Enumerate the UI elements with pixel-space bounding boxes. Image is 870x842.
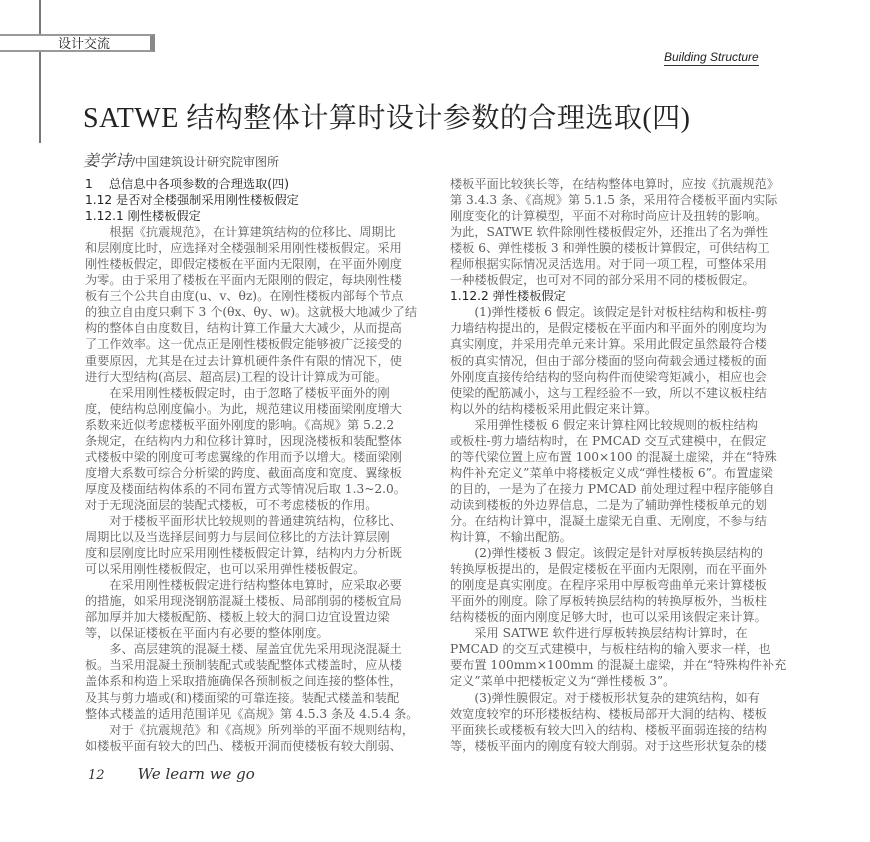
- text-line: 条规定，在结构内力和位移计算时，因现浇楼板和装配整体: [85, 433, 402, 448]
- text-line: 楼板平面比较狭长等，在结构整体电算时，应按《抗震规范》: [450, 177, 780, 191]
- text-line: 1.12 是否对全楼强制采用刚性楼板假定: [85, 193, 299, 208]
- text-line: 一种楼板假定，也可对不同的部分采用不同的楼板假定。: [450, 273, 755, 288]
- text-line: 定义”菜单中把楼板定义为“弹性楼板 3”。: [450, 674, 676, 689]
- text-line: 分。在结构计算中，混凝土虚梁无自重、无刚度，不参与结: [450, 513, 767, 528]
- text-line: 在采用刚性楼板假定进行结构整体电算时，应采取必要: [85, 578, 402, 593]
- text-line: 的目的，一是为了在接力 PMCAD 前处理过程中程序能够自: [450, 481, 775, 496]
- author-line: [83, 148, 279, 171]
- text-line: 度增大系数可综合分析梁的跨度、截面高度和宽度、翼缘板: [85, 465, 402, 480]
- journal-name: Building Structure: [664, 50, 759, 64]
- text-line: 板有三个公共自由度(u、v、θz)。在刚性楼板内部每个节点: [85, 289, 404, 304]
- text-line: 1.12.1 刚性楼板假定: [85, 209, 201, 224]
- text-line: 部加厚并加大楼板配筋、楼板上较大的洞口边宜设置边梁: [85, 610, 390, 625]
- text-line: 构以外的结构楼板采用此假定来计算。: [450, 401, 658, 416]
- text-line: 构的整体自由度数目，结构计算工作量大大减少，从而提高: [85, 321, 402, 336]
- text-line: 可以采用刚性楼板假定，也可以采用弹性楼板假定。: [85, 562, 366, 577]
- text-line: 刚度变化的计算模型，平面不对称时尚应计及扭转的影响。: [450, 209, 767, 224]
- text-line: 盖体系和构造上采取措施确保各预制板之间连接的整体性，: [85, 674, 402, 689]
- text-line: 等，楼板平面内的刚度有较大削弱。对于这些形状复杂的楼: [450, 738, 767, 753]
- text-line: 或板柱-剪力墙结构时，在 PMCAD 交互式建模中，在假定: [450, 433, 767, 448]
- text-line: 结构楼板的面内刚度足够大时，也可以采用该假定来计算。: [450, 610, 767, 625]
- text-line: 了工作效率。这一优点正是刚性楼板假定能够被广泛接受的: [85, 337, 402, 352]
- text-line: 和层刚度比时，应选择对全楼强制采用刚性楼板假定。采用: [85, 241, 402, 256]
- text-line: (3)弹性膜假定。对于楼板形状复杂的建筑结构，如有: [450, 690, 760, 705]
- text-line: (2)弹性楼板 3 假定。该假定是针对厚板转换层结构的: [450, 546, 764, 561]
- text-line: 根据《抗震规范》，在计算建筑结构的位移比、周期比: [85, 225, 396, 240]
- text-line: 真实刚度，并采用壳单元来计算。采用此假定虽然最符合楼: [450, 337, 767, 352]
- section-tag: 设计交流: [0, 34, 155, 52]
- text-line: 为此，SATWE 软件除刚性楼板假定外，还推出了名为弹性: [450, 225, 769, 240]
- footer-motto: We learn we go: [137, 765, 255, 783]
- text-line: 的刚度是真实刚度。在程序采用中厚板弯曲单元来计算楼板: [450, 578, 767, 593]
- text-line: 度，使结构总刚度偏小。为此，规范建议用楼面梁刚度增大: [85, 401, 402, 416]
- text-line: 力墙结构提出的，是假定楼板在平面内和平面外的刚度均为: [450, 321, 767, 336]
- text-line: 对于《抗震规范》和《高规》所列举的平面不规则结构，: [85, 722, 415, 737]
- text-line: 进行大型结构(高层、超高层)工程的设计计算成为可能。: [85, 369, 388, 384]
- text-line: 及其与剪力墙或(和)楼面梁的可靠连接。装配式楼盖和装配: [85, 690, 400, 705]
- text-line: 多、高层建筑的混凝土楼、屋盖宜优先采用现浇混凝土: [85, 642, 402, 657]
- text-line: 构计算，不输出配筋。: [450, 530, 572, 545]
- text-line: 采用 SATWE 软件进行厚板转换层结构计算时，在: [450, 626, 748, 641]
- text-line: 程师根据实际情况灵活选用。对于同一项工程，可整体采用: [450, 257, 767, 272]
- text-line: 1 总信息中各项参数的合理选取(四): [85, 177, 289, 191]
- article-title: SATWE 结构整体计算时设计参数的合理选取(四): [83, 103, 691, 134]
- text-line: 平面狭长或楼板有较大凹入的结构、楼板平面弱连接的结构: [450, 722, 767, 737]
- text-line: 式楼板中梁的刚度可考虑翼缘的作用而予以增大。楼面梁刚: [85, 449, 402, 464]
- text-line: PMCAD 的交互式建模中，与板柱结构的输入要求一样，也: [450, 642, 771, 657]
- text-line: 采用弹性楼板 6 假定来计算柱网比较规则的板柱结构: [450, 417, 759, 432]
- page-footer: [88, 764, 255, 783]
- text-line: 如楼板平面有较大的凹凸、楼板开洞而使楼板有较大削弱、: [85, 738, 402, 753]
- text-line: 第 3.4.3 条、《高规》第 5.1.5 条，采用符合楼板平面内实际: [450, 193, 778, 208]
- text-line: 效宽度较窄的环形楼板结构、楼板局部开大洞的结构、楼板: [450, 706, 767, 721]
- text-line: 要布置 100mm×100mm 的混凝土虚梁，并在“特殊构件补充: [450, 658, 787, 673]
- text-line: 构件补充定义”菜单中将楼板定义成“弹性楼板 6”。布置虚梁: [450, 465, 773, 480]
- left-column: [85, 176, 437, 754]
- text-line: 重要原因，尤其是在过去计算机硬件条件有限的情况下，使: [85, 353, 402, 368]
- text-line: 刚性楼板假定，即假定楼板在平面内无限刚，在平面外刚度: [85, 257, 402, 272]
- text-line: 对于无现浇面层的装配式楼板，可不考虑楼板的作用。: [85, 497, 378, 512]
- text-line: 周期比以及当选择层间剪力与层间位移比的方法计算层刚: [85, 530, 390, 545]
- text-line: 使梁的配筋减小，这与工程经验不一致，所以不建议板柱结: [450, 385, 767, 400]
- author-name: 姜学诗: [83, 151, 132, 170]
- text-line: (1)弹性楼板 6 假定。该假定是针对板柱结构和板柱-剪: [450, 305, 768, 320]
- text-line: 动读到楼板的外边界信息，二是为了辅助弹性楼板单元的划: [450, 497, 767, 512]
- text-line: 厚度及楼面结构体系的不同布置方式等情况后取 1.3~2.0。: [85, 481, 406, 496]
- text-line: 系数来近似考虑楼板平面外刚度的影响。《高规》第 5.2.2: [85, 417, 395, 432]
- text-line: 度和层刚度比时应采用刚性楼板假定计算，结构内力分析既: [85, 546, 402, 561]
- text-line: 1.12.2 弹性楼板假定: [450, 289, 566, 304]
- text-line: 的独立自由度只剩下 3 个(θx、θy、w)。这就极大地减少了结: [85, 305, 418, 320]
- author-affiliation: /中国建筑设计研究院审图所: [131, 155, 280, 169]
- text-line: 平面外的刚度。除了厚板转换层结构的转换厚板外，当板柱: [450, 594, 767, 609]
- text-line: 转换厚板提出的，是假定楼板在平面内无限刚，而在平面外: [450, 562, 767, 577]
- page-number: 12: [88, 768, 105, 783]
- text-line: 对于楼板平面形状比较规则的普通建筑结构，位移比、: [85, 513, 402, 528]
- text-line: 的措施，如采用现浇钢筋混凝土楼板、局部削弱的楼板宜局: [85, 594, 402, 609]
- right-column: [450, 176, 802, 754]
- text-line: 为零。由于采用了楼板在平面内无限刚的假定，每块刚性楼: [85, 273, 402, 288]
- margin-rule: [39, 0, 41, 143]
- text-line: 整体式楼盖的适用范围详见《高规》第 4.5.3 条及 4.5.4 条。: [85, 706, 419, 721]
- text-line: 板的真实情况，但由于部分楼面的竖向荷载会通过楼板的面: [450, 353, 767, 368]
- text-line: 在采用刚性楼板假定时，由于忽略了楼板平面外的刚: [85, 385, 390, 400]
- text-line: 等，以保证楼板在平面内有必要的整体刚度。: [85, 626, 329, 641]
- text-line: 外刚度直接传给结构的竖向构件而使梁弯矩减小，相应也会: [450, 369, 767, 384]
- text-line: 板。当采用混凝土预制装配式或装配整体式楼盖时，应从楼: [85, 658, 402, 673]
- text-line: 的等代梁位置上应布置 100×100 的混凝土虚梁，并在“特殊: [450, 449, 777, 464]
- text-line: 楼板 6、弹性楼板 3 和弹性膜的楼板计算假定，可供结构工: [450, 241, 770, 256]
